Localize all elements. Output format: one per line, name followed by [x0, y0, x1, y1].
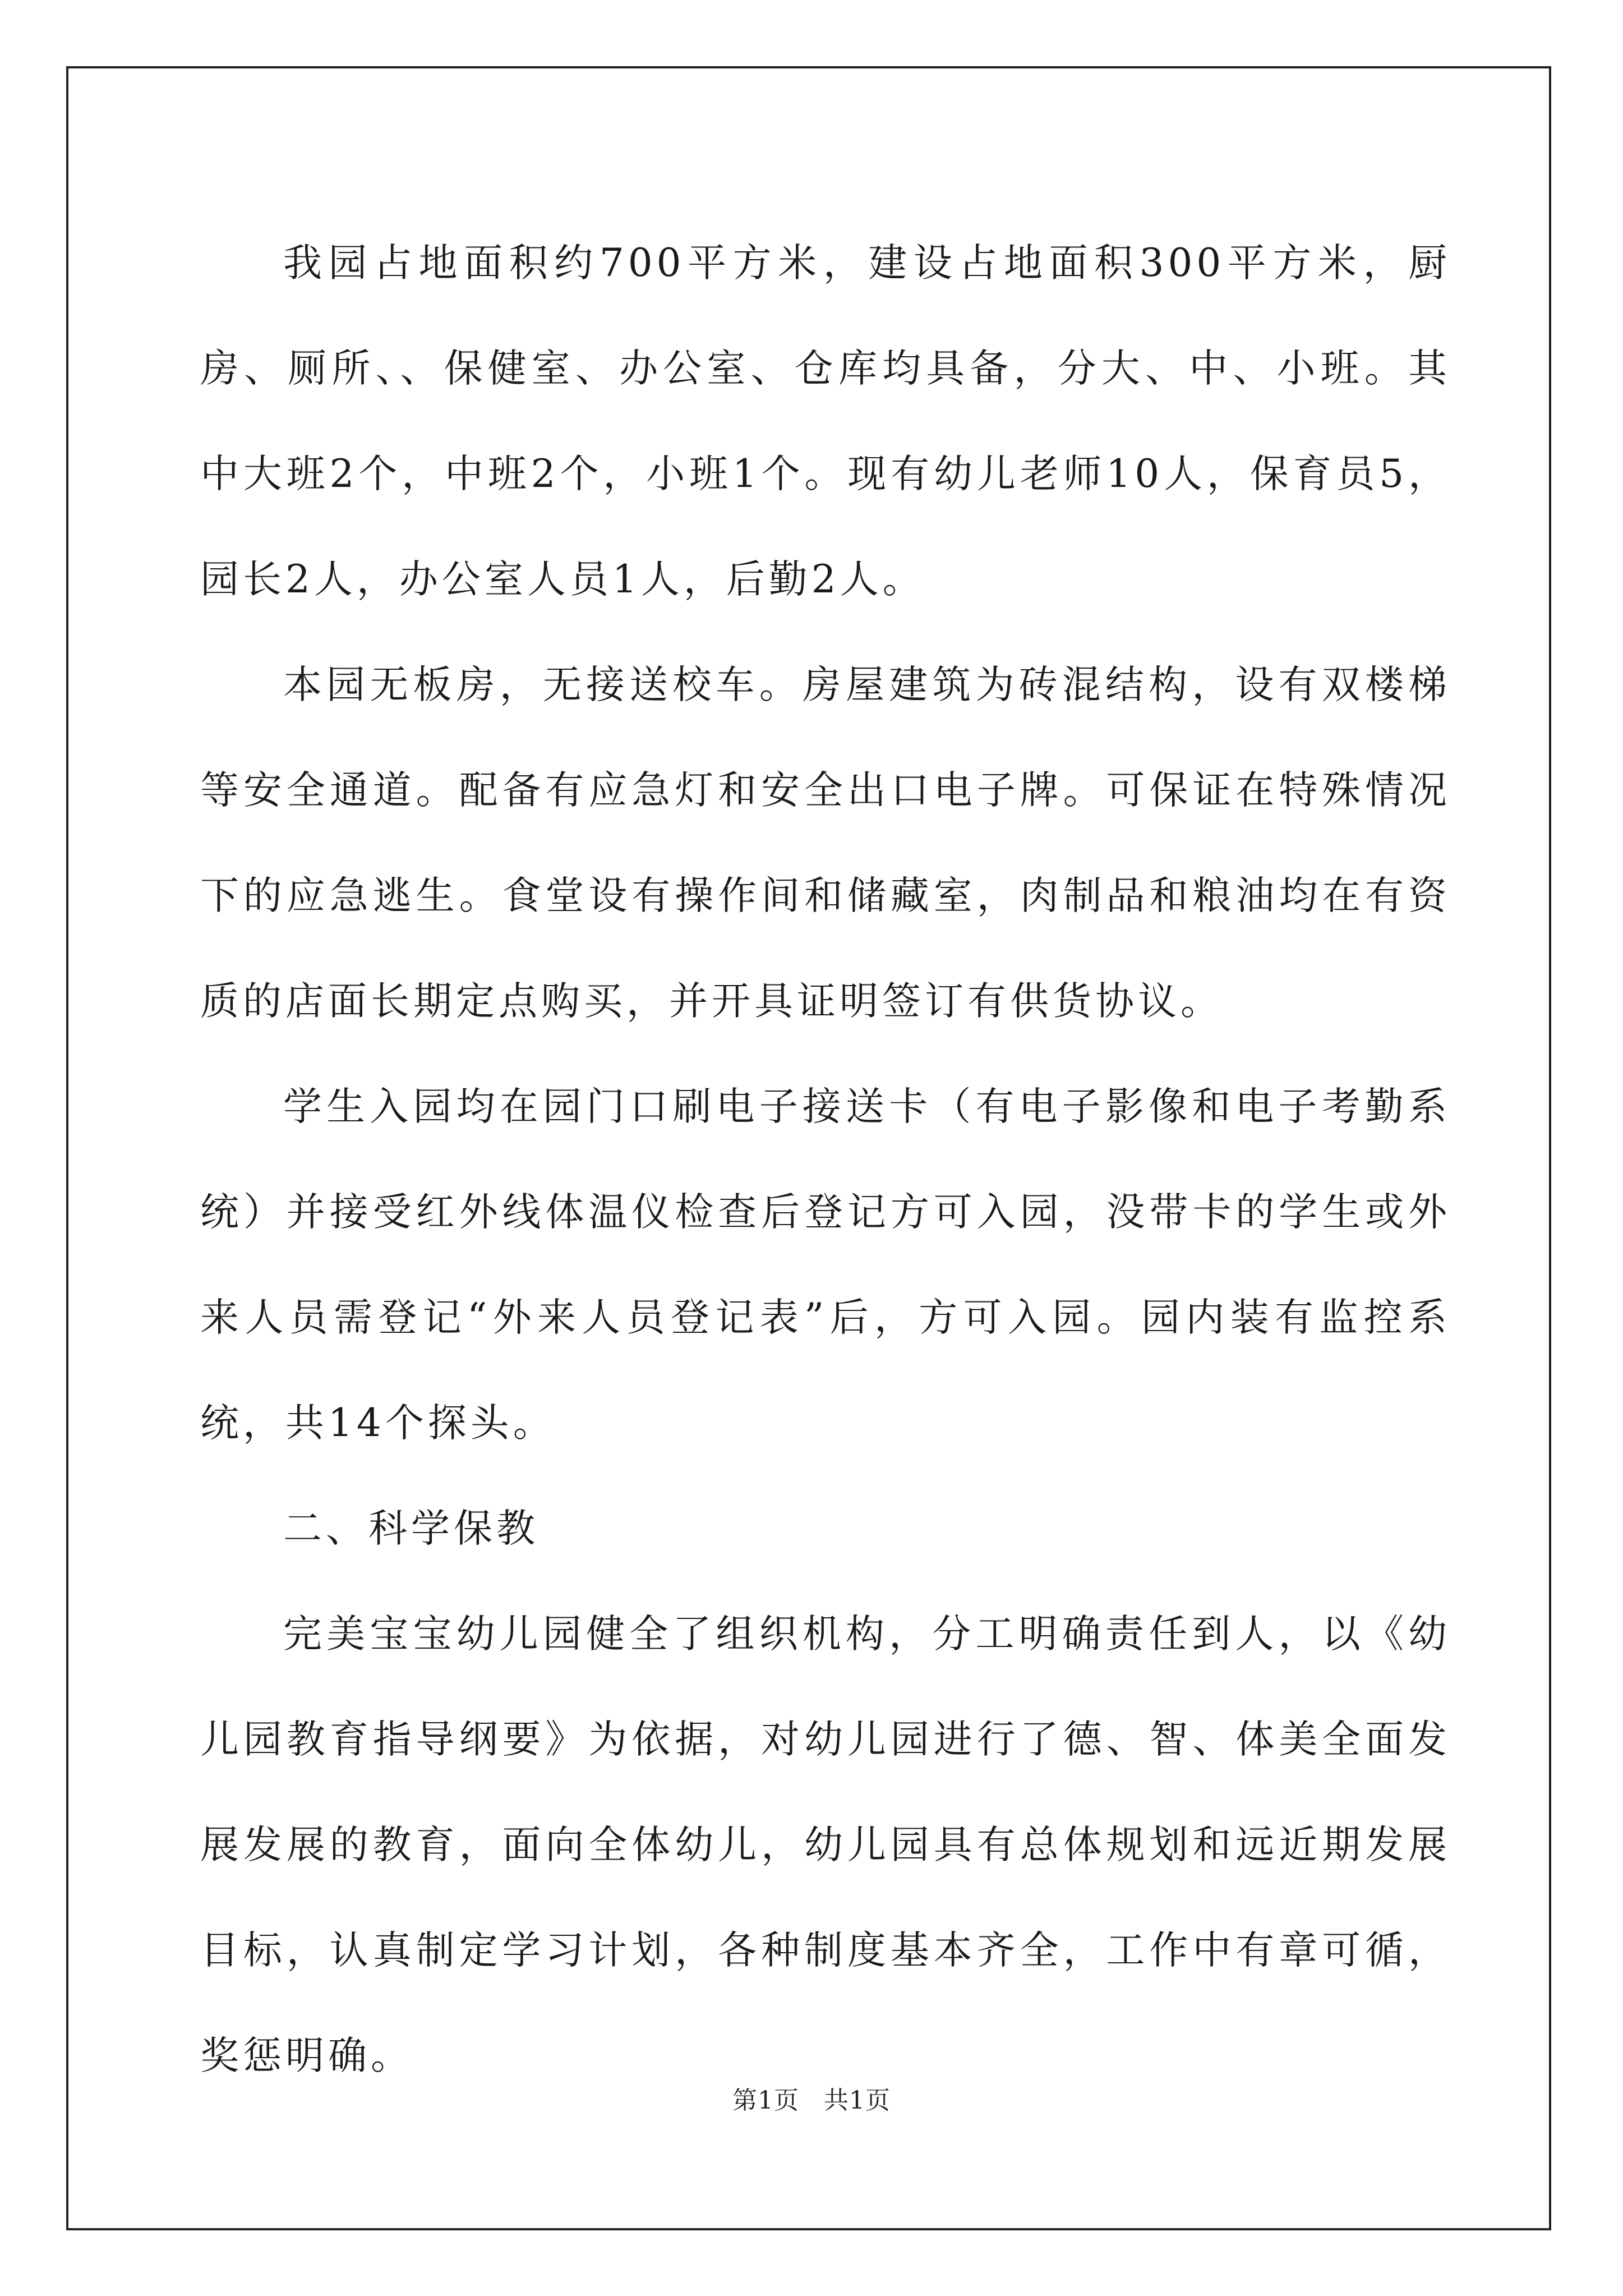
- paragraph-safety: 本园无板房，无接送校车。房屋建筑为砖混结构，设有双楼梯等安全通道。配备有应急灯和安全出口电子牌。可保证在特殊情况下的应急逃生。食堂设有操作间和储藏室，肉制品和粮油均在有资质的店面长期定点购买，并开具证明签订有供货协议。: [200, 662, 1451, 1024]
- page-number: 第1页: [732, 2086, 799, 2115]
- page-footer: [0, 2080, 1623, 2116]
- section-heading: 二、科学保教: [283, 1506, 539, 1551]
- paragraph-education: 完美宝宝幼儿园健全了组织机构，分工明确责任到人，以《幼儿园教育指导纲要》为依据，对幼儿园进行了德、智、体美全面发展发展的教育，面向全体幼儿，幼儿园具有总体规划和远近期发展目标，认真制定学习计划，各种制度基本齐全，工作中有章可循，奖惩明确。: [200, 1612, 1451, 2078]
- paragraph-entry: 学生入园均在园门口刷电子接送卡（有电子影像和电子考勤系统）并接受红外线体温仪检查后登记方可入园，没带卡的学生或外来人员需登记“外来人员登记表”后，方可入园。园内装有监控系统，共14个探头。: [200, 1084, 1451, 1446]
- document-body: [200, 210, 1451, 2109]
- paragraph-facilities: 我园占地面积约700平方米，建设占地面积300平方米，厨房、厕所、、保健室、办公室、仓库均具备，分大、中、小班。其中大班2个，中班2个，小班1个。现有幼儿老师10人，保育员5，园长2人，办公室人员1人，后勤2人。: [200, 241, 1451, 602]
- page-total: 共1页: [824, 2086, 891, 2115]
